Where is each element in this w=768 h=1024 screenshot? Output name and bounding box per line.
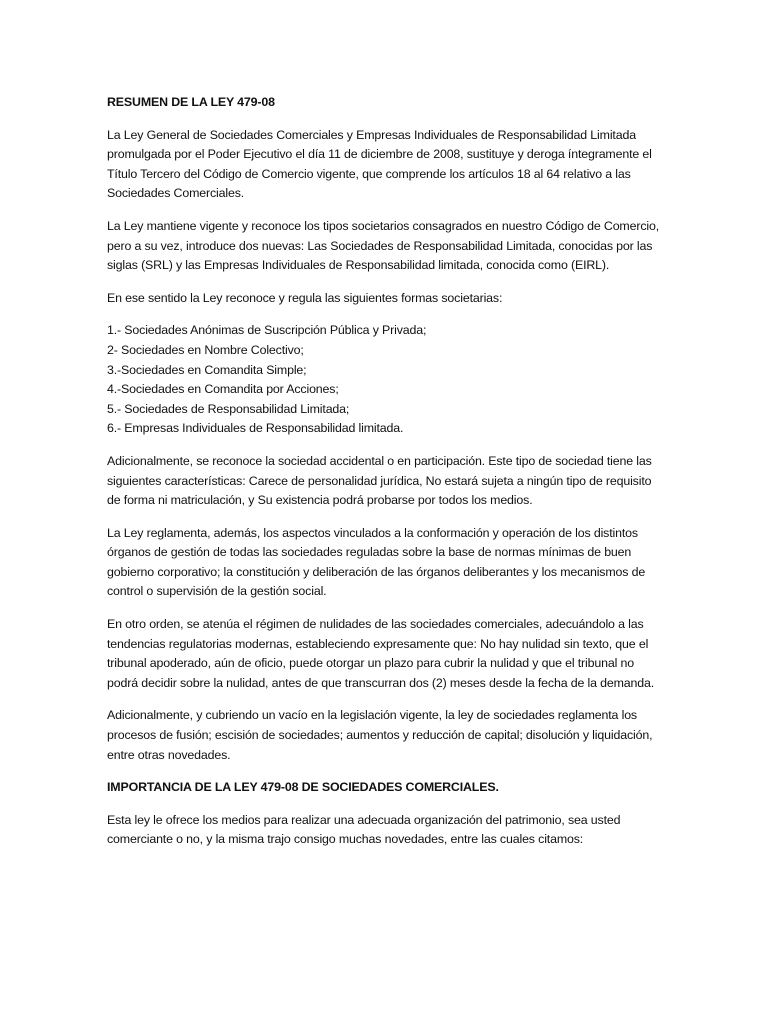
paragraph-forms-intro: En ese sentido la Ley reconoce y regula las siguientes formas societarias: <box>107 290 503 305</box>
paragraph-fusion: Adicionalmente, y cubriendo un vacío en la legislación vigente, la ley de sociedades reglamenta los procesos de fusión; escisión de sociedades; aumentos y reducción de capital; disolución y liquidación, entre otras novedades. <box>107 708 653 762</box>
paragraph-importance: Esta ley le ofrece los medios para realizar una adecuada organización del patrimonio, sea usted comerciante o no, y la misma trajo consigo muchas novedades, entre las cuales citamos: <box>107 812 621 847</box>
list-item: 4.-Sociedades en Comandita por Acciones; <box>107 382 339 397</box>
paragraph-accidental-society: Adicionalmente, se reconoce la sociedad accidental o en participación. Este tipo de sociedad tiene las siguientes características: Carece de personalidad jurídica, No estará sujeta a ningún tipo de requisito de forma ni matriculación, y Su existencia podrá probarse por todos los medios. <box>107 453 652 508</box>
paragraph-new-types: La Ley mantiene vigente y reconoce los tipos societarios consagrados en nuestro Código de Comercio, pero a su vez, introduce dos nuevas: Las Sociedades de Responsabilidad Limitada, conocidas por las siglas (SRL) y las Empresas Individuales de Responsabilidad limitada, conocida como (EIRL). <box>107 218 660 273</box>
paragraph-intro: La Ley General de Sociedades Comerciales y Empresas Individuales de Responsabilidad Limitada promulgada por el Poder Ejecutivo el día 11 de diciembre de 2008, sustituye y deroga íntegramente el Título Tercero del Código de Comercio vigente, que comprende los artículos 18 al 64 relativo a las Sociedades Comerciales. <box>107 127 652 201</box>
list-item: 5.- Sociedades de Responsabilidad Limitada; <box>107 401 350 416</box>
societary-forms-list <box>107 321 663 439</box>
list-item: 6.- Empresas Individuales de Responsabilidad limitada. <box>107 421 404 436</box>
list-item: 3.-Sociedades en Comandita Simple; <box>107 362 307 377</box>
section-heading-importance: IMPORTANCIA DE LA LEY 479-08 DE SOCIEDADES COMERCIALES. <box>107 780 499 795</box>
list-item: 2- Sociedades en Nombre Colectivo; <box>107 342 304 357</box>
paragraph-nullities: En otro orden, se atenúa el régimen de nulidades de las sociedades comerciales, adecuándolo a las tendencias regulatorias modernas, estableciendo expresamente que: No hay nulidad sin texto, que el tribunal apoderado, aún de oficio, puede otorgar un plazo para cubrir la nulidad y que el tribunal no podrá decidir sobre la nulidad, antes de que transcurran dos (2) meses desde la fecha de la demanda. <box>107 617 655 690</box>
document-body <box>107 93 663 863</box>
list-item: 1.- Sociedades Anónimas de Suscripción Pública y Privada; <box>107 323 427 338</box>
document-title: RESUMEN DE LA LEY 479-08 <box>107 95 275 109</box>
paragraph-governance: La Ley reglamenta, además, los aspectos vinculados a la conformación y operación de los distintos órganos de gestión de todas las sociedades reguladas sobre la base de normas mínimas de buen gobierno corporativo; la constitución y deliberación de las órganos deliberantes y los mecanismos de control o supervisión de la gestión social. <box>107 525 646 599</box>
